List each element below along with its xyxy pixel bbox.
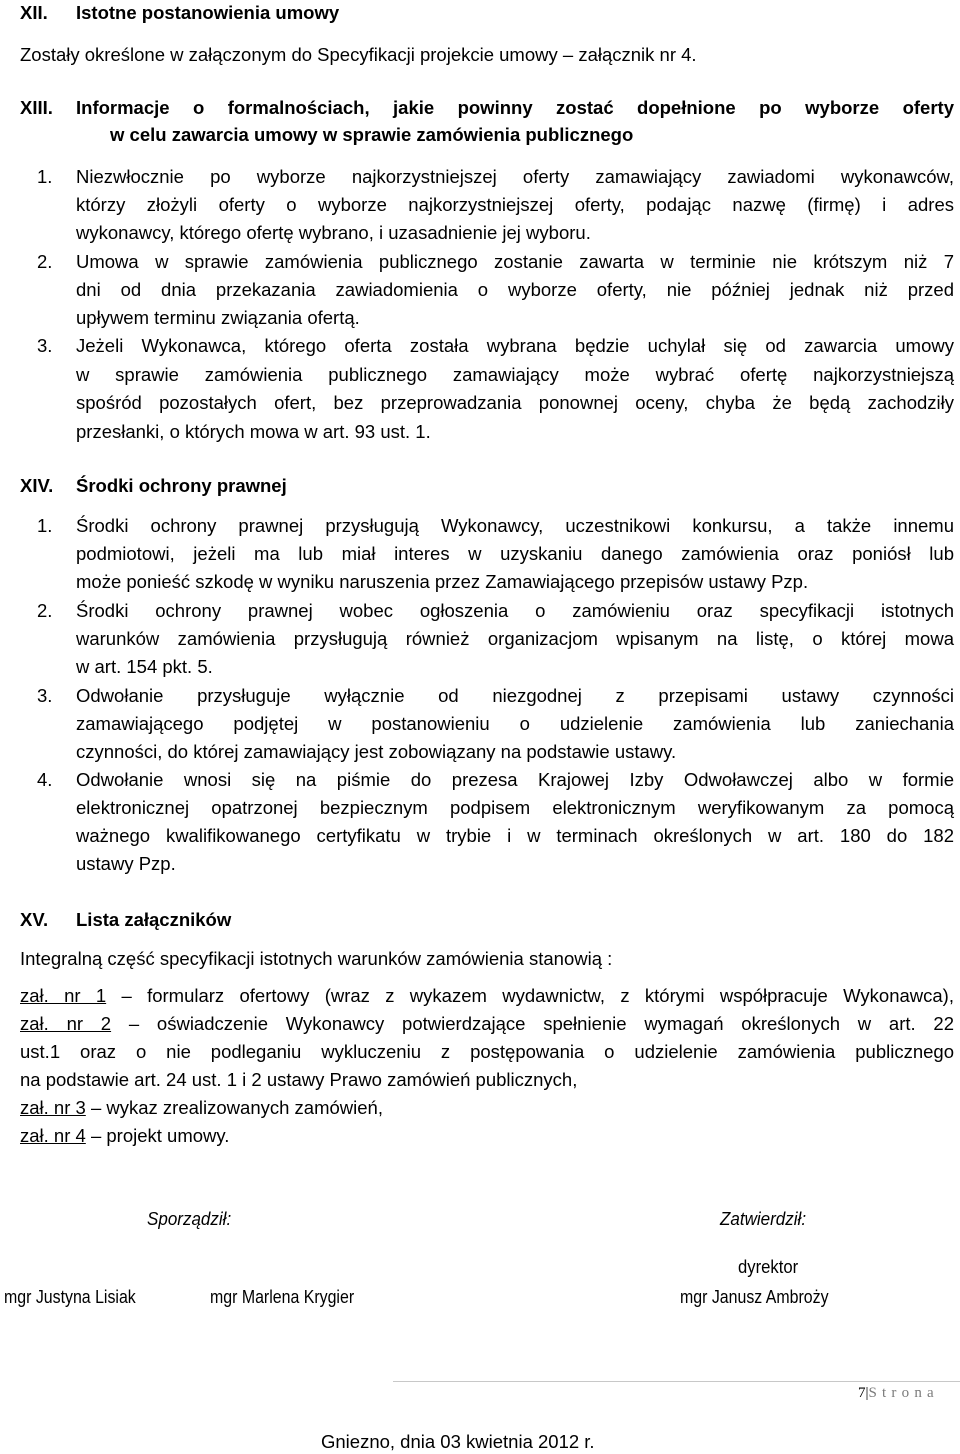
attachment-2-line2: ust.1 oraz o nie podleganiu wykluczeniu z postępowania o udzielenie zamówienia publicznego <box>20 1041 954 1062</box>
s14-item2-number: 2. <box>37 600 53 621</box>
page-number-value: 7 <box>858 1385 866 1401</box>
s14-item1-number: 1. <box>37 515 53 536</box>
section-13-title-line2: w celu zawarcia umowy w sprawie zamówienia publicznego <box>110 124 634 145</box>
s13-item3-line4: przesłanki, o których mowa w art. 93 ust. 1. <box>76 421 431 442</box>
s14-item2-line3: w art. 154 pkt. 5. <box>76 656 213 677</box>
section-12-text: Zostały określone w załączonym do Specyfikacji projekcie umowy – załącznik nr 4. <box>20 44 697 65</box>
s14-item4-line4: ustawy Pzp. <box>76 853 176 874</box>
s13-item3-line3: spośród pozostałych ofert, bez przeprowadzania ponownej oceny, chyba że będą zachodziły <box>76 392 954 413</box>
prepared-by-label: Sporządził: <box>147 1208 232 1229</box>
page-number-separator: | <box>865 1385 869 1401</box>
attachment-3-label: zał. nr 3 <box>20 1097 86 1118</box>
director-title: dyrektor <box>738 1256 799 1277</box>
signatory-ambrozy: mgr Janusz Ambroży <box>680 1286 829 1307</box>
s14-item1-line1: Środki ochrony prawnej przysługują Wykonawcy, uczestnikowi konkursu, a także innemu <box>76 515 954 536</box>
attachment-3-text: – wykaz zrealizowanych zamówień, <box>85 1097 383 1118</box>
s14-item2-line1: Środki ochrony prawnej wobec ogłoszenia o zamówieniu oraz specyfikacji istotnych <box>76 600 954 621</box>
attachment-1-text: – formularz ofertowy (wraz z wykazem wydawnictw, z którymi współpracuje Wykonawca), <box>106 985 954 1006</box>
attachment-4-text: – projekt umowy. <box>85 1125 230 1146</box>
s13-item2-number: 2. <box>37 251 53 272</box>
s13-item3-line2: w sprawie zamówienia publicznego zamawiający może wybrać ofertę najkorzystniejszą <box>76 364 954 385</box>
attachment-1 <box>20 985 954 1007</box>
s13-item2-line3: upływem terminu związania ofertą. <box>76 307 360 328</box>
s14-item1-line2: podmiotowi, jeżeli ma lub miał interes w uzyskaniu danego zamówienia oraz poniósł lub <box>76 543 954 564</box>
page-word: Strona <box>868 1385 939 1401</box>
attachment-4-label: zał. nr 4 <box>20 1125 86 1146</box>
section-15-title: Lista załączników <box>76 909 232 930</box>
s13-item1-line1: Niezwłocznie po wyborze najkorzystniejszej oferty zamawiający zawiadomi wykonawców, <box>76 166 954 187</box>
approved-by-label: Zatwierdził: <box>720 1208 807 1229</box>
attachment-2-text-line1: – oświadczenie Wykonawcy potwierdzające spełnienie wymagań określonych w art. 22 <box>111 1013 954 1034</box>
section-14-title: Środki ochrony prawnej <box>76 475 287 496</box>
attachment-2-line1 <box>20 1013 954 1035</box>
s14-item4-number: 4. <box>37 769 53 790</box>
s14-item4-line3: ważnego kwalifikowanego certyfikatu w trybie i w terminach określonych w art. 180 do 182 <box>76 825 954 846</box>
section-13-title-line1: Informacje o formalnościach, jakie powinny zostać dopełnione po wyborze oferty <box>76 97 954 118</box>
section-12-number: XII. <box>20 2 48 23</box>
attachment-4 <box>20 1125 229 1147</box>
s14-item2-line2: warunków zamówienia przysługują również organizacjom wpisanym na listę, o której mowa <box>76 628 954 649</box>
place-and-date: Gniezno, dnia 03 kwietnia 2012 r. <box>321 1431 595 1452</box>
page-number <box>858 1385 939 1402</box>
footer-rule <box>393 1381 960 1382</box>
s13-item1-line3: wykonawcy, którego ofertę wybrano, i uzasadnienie jej wyboru. <box>76 222 591 243</box>
attachment-1-label: zał. nr 1 <box>20 985 107 1006</box>
attachment-2-label: zał. nr 2 <box>20 1013 112 1034</box>
s13-item1-line2: którzy złożyli oferty o wyborze najkorzystniejszej oferty, podając nazwę (firmę) i adres <box>76 194 954 215</box>
s14-item3-line2: zamawiającego podjętej w postanowieniu o udzielenie zamówienia lub zaniechania <box>76 713 954 734</box>
section-14-number: XIV. <box>20 475 54 496</box>
signatory-lisiak: mgr Justyna Lisiak <box>4 1286 136 1307</box>
s13-item2-line2: dni od dnia przekazania zawiadomienia o wyborze oferty, nie później jednak niż przed <box>76 279 954 300</box>
s13-item3-number: 3. <box>37 335 53 356</box>
section-15-number: XV. <box>20 909 49 930</box>
s13-item3-line1: Jeżeli Wykonawca, którego oferta została wybrana będzie uchylał się od zawarcia umowy <box>76 335 954 356</box>
section-12-title: Istotne postanowienia umowy <box>76 2 340 23</box>
s14-item4-line2: elektronicznej opatrzonej bezpiecznym podpisem elektronicznym weryfikowanym za pomocą <box>76 797 954 818</box>
s14-item3-line3: czynności, do której zamawiający jest zobowiązany na podstawie ustawy. <box>76 741 677 762</box>
s14-item3-line1: Odwołanie przysługuje wyłącznie od niezgodnej z przepisami ustawy czynności <box>76 685 954 706</box>
attachment-2-line3: na podstawie art. 24 ust. 1 i 2 ustawy Prawo zamówień publicznych, <box>20 1069 578 1090</box>
s13-item2-line1: Umowa w sprawie zamówienia publicznego zostanie zawarta w terminie nie krótszym niż 7 <box>76 251 954 272</box>
s13-item1-number: 1. <box>37 166 53 187</box>
section-15-intro: Integralną część specyfikacji istotnych warunków zamówienia stanowią : <box>20 948 613 969</box>
signatory-krygier: mgr Marlena Krygier <box>210 1286 355 1307</box>
s14-item4-line1: Odwołanie wnosi się na piśmie do prezesa Krajowej Izby Odwoławczej albo w formie <box>76 769 954 790</box>
section-13-number: XIII. <box>20 97 53 118</box>
s14-item1-line3: może ponieść szkodę w wyniku naruszenia przez Zamawiającego przepisów ustawy Pzp. <box>76 571 809 592</box>
attachment-3 <box>20 1097 383 1119</box>
s14-item3-number: 3. <box>37 685 53 706</box>
